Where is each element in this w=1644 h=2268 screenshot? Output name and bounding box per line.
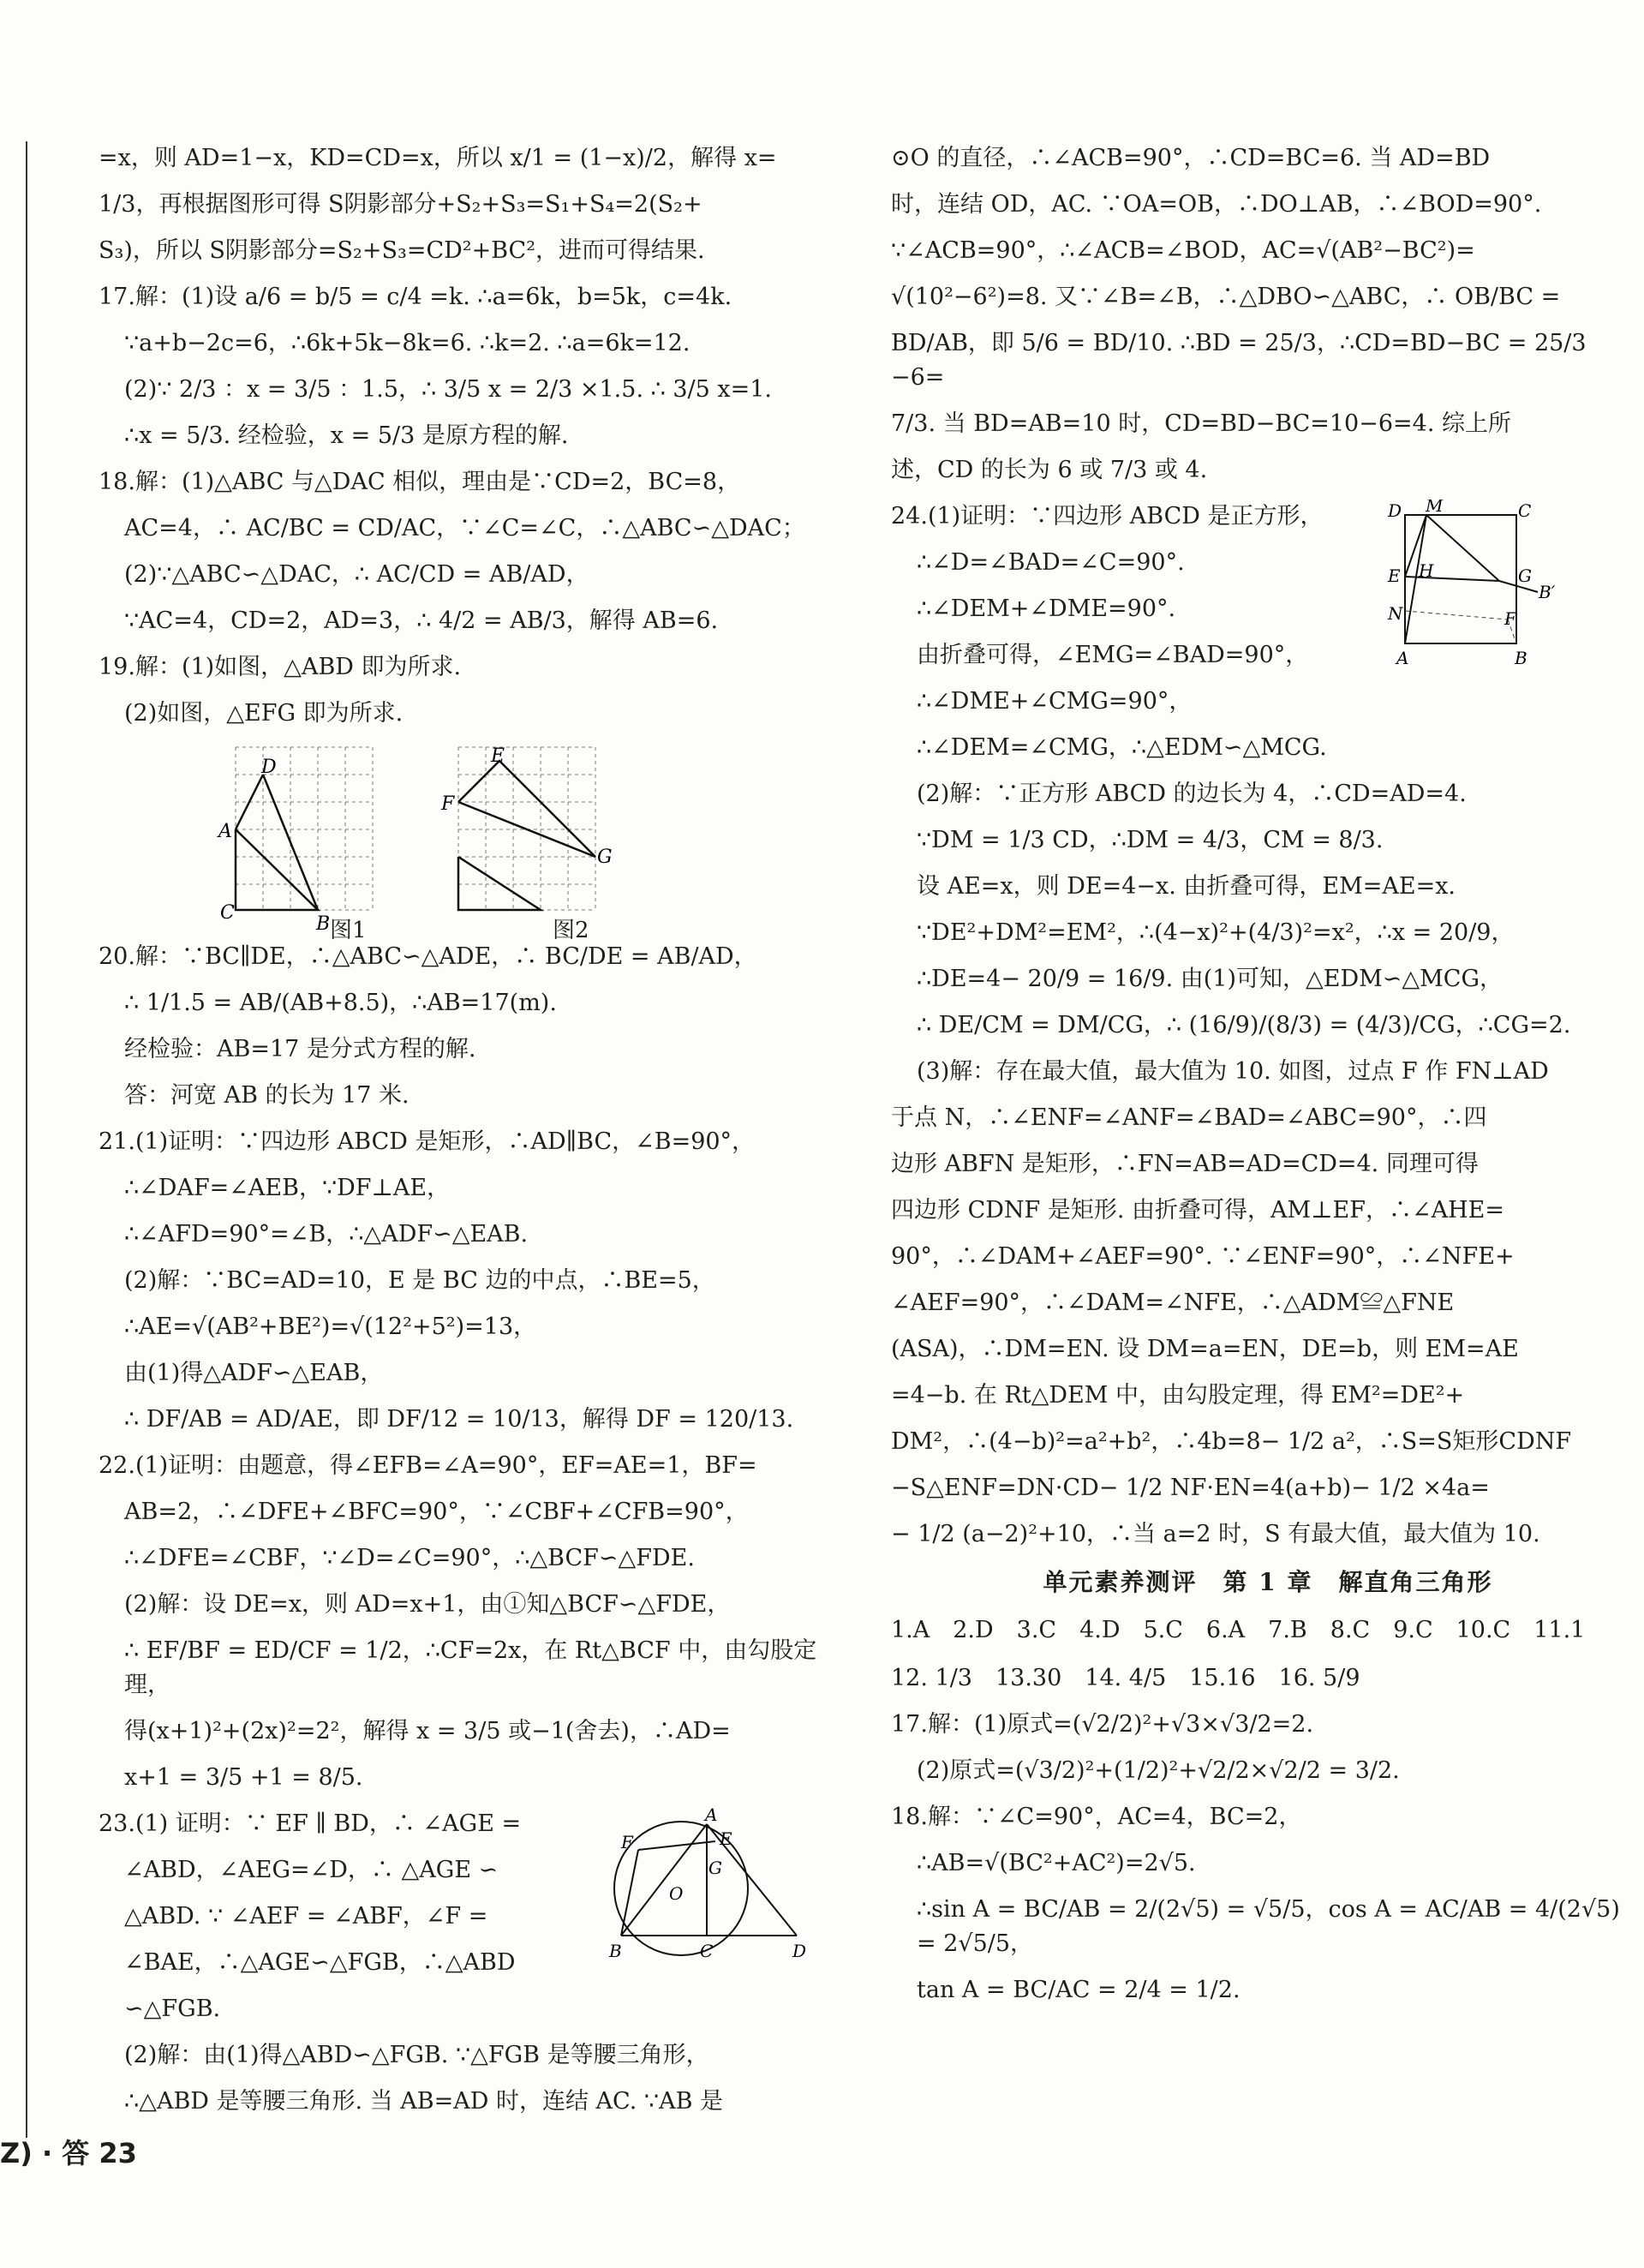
- text-line: √(10²−6²)=8. 又∵∠B=∠B，∴△DBO∽△ABC，∴ OB/BC =: [891, 284, 1561, 310]
- label-a3: A: [1396, 648, 1409, 668]
- label-e3: E: [1388, 566, 1401, 586]
- q20-line: 20.解：∵BC∥DE，∴△ABC∽△ADE，∴ BC/DE = AB/AD，: [99, 943, 757, 970]
- label-c: C: [220, 902, 235, 924]
- label-g2: G: [708, 1858, 722, 1878]
- left-margin-rule: [26, 141, 27, 2138]
- q24-block: [891, 500, 1644, 765]
- q21-line: 21.(1)证明：∵四边形 ABCD 是矩形，∴AD∥BC，∠B=90°，: [99, 1128, 756, 1155]
- label-b3: B: [1515, 648, 1527, 668]
- label-b3p: B′: [1539, 582, 1556, 602]
- label-m3: M: [1426, 500, 1444, 516]
- text-line: ∴∠DAF=∠AEB，∵DF⊥AE，: [124, 1175, 451, 1201]
- text-line: ∠AEF=90°，∴∠DAM=∠NFE，∴△ADM≌△FNE: [891, 1290, 1455, 1316]
- text-line: ∴ DF/AB = AD/AE，即 DF/12 = 10/13，解得 DF = 120/13.: [124, 1406, 794, 1433]
- text-line: ∴sin A = BC/AB = 2/(2√5) = √5/5，cos A = AC/AB = 4/(2√5) = 2√5/5，: [917, 1896, 1620, 1957]
- text-line: AB=2，∴∠DFE+∠BFC=90°，∵∠CBF+∠CFB=90°，: [124, 1499, 749, 1525]
- text-line: ∴∠DME+∠CMG=90°，: [917, 688, 1193, 715]
- label-e2: E: [720, 1828, 732, 1849]
- label-g: G: [597, 847, 613, 868]
- text-line: 得(x+1)²+(2x)²=2²，解得 x = 3/5 或−1(舍去)，∴AD=: [124, 1718, 731, 1744]
- text-line: S₃)，所以 S阴影部分=S₂+S₃=CD²+BC²，进而可得结果.: [99, 237, 705, 264]
- label-e: E: [491, 745, 505, 767]
- q18b-line: 18.解：∵∠C=90°，AC=4，BC=2，: [891, 1804, 1302, 1830]
- text-line: BD/AB，即 5/6 = BD/10. ∴BD = 25/3，∴CD=BD−BC = 25/3 −6=: [891, 330, 1587, 391]
- label-g3: G: [1518, 566, 1532, 586]
- label-c2: C: [700, 1941, 714, 1961]
- text-line: 1/3，再根据图形可得 S阴影部分+S₂+S₃=S₁+S₄=2(S₂+: [99, 191, 702, 218]
- grid-figures-svg: [201, 743, 647, 940]
- q23-line: 23.(1) 证明：∵ EF ∥ BD，∴ ∠AGE =: [99, 1810, 522, 1837]
- q23-block: [99, 1807, 852, 2026]
- text-line: 时，连结 OD，AC. ∵OA=OB，∴DO⊥AB，∴∠BOD=90°.: [891, 191, 1542, 218]
- text-line: ∵DE²+DM²=EM²，∴(4−x)²+(4/3)²=x²，∴x = 20/9，: [917, 919, 1515, 946]
- label-d2: D: [792, 1941, 807, 1961]
- text-line: (2)解：∵BC=AD=10，E 是 BC 边的中点，∴BE=5，: [124, 1267, 715, 1294]
- text-line: (2)原式=(√3/2)²+(1/2)²+√2/2×√2/2 = 3/2.: [917, 1757, 1400, 1784]
- text-line: ∴ 1/1.5 = AB/(AB+8.5)，∴AB=17(m).: [124, 990, 557, 1016]
- text-line: (2)∵ 2/3 ：x = 3/5 ：1.5，∴ 3/5 x = 2/3 ×1.5. ∴ 3/5 x=1.: [124, 376, 773, 403]
- text-line: 设 AE=x，则 DE=4−x. 由折叠可得，EM=AE=x.: [917, 873, 1456, 900]
- q19-line: 19.解：(1)如图，△ABD 即为所求.: [99, 654, 462, 680]
- label-a: A: [218, 821, 232, 842]
- text-line: ∠ABD，∠AEG=∠D，∴ △AGE ∽: [124, 1857, 499, 1883]
- label-n3: N: [1388, 603, 1403, 624]
- text-line: ∴△ABD 是等腰三角形. 当 AB=AD 时，连结 AC. ∵AB 是: [124, 2088, 723, 2115]
- text-line: −S△ENF=DN·CD− 1/2 NF·EN=4(a+b)− 1/2 ×4a=: [891, 1475, 1490, 1501]
- text-line: ∴ DE/CM = DM/CG，∴ (16/9)/(8/3) = (4/3)/CG，∴CG=2.: [917, 1012, 1571, 1038]
- text-line: ∴∠AFD=90°=∠B，∴△ADF∽△EAB.: [124, 1221, 529, 1248]
- text-line: AC=4，∴ AC/BC = CD/AC，∵∠C=∠C，∴△ABC∽△DAC；: [124, 515, 805, 542]
- text-line: DM²，∴(4−b)²=a²+b²，∴4b=8− 1/2 a²，∴S=S矩形CDNF: [891, 1428, 1572, 1455]
- q19-figures: [201, 743, 852, 943]
- q17b-line: 17.解：(1)原式=(√2/2)²+√3×√3/2=2.: [891, 1711, 1314, 1738]
- text-line: 于点 N，∴∠ENF=∠ANF=∠BAD=∠ABC=90°，∴四: [891, 1104, 1487, 1131]
- text-line: ∴∠DFE=∠CBF，∵∠D=∠C=90°，∴△BCF∽△FDE.: [124, 1545, 695, 1571]
- text-line: ∵a+b−2c=6，∴6k+5k−8k=6. ∴k=2. ∴a=6k=12.: [124, 330, 690, 356]
- text-line: (2)解：由(1)得△ABD∽△FGB. ∵△FGB 是等腰三角形，: [124, 2042, 709, 2068]
- label-b: B: [316, 913, 331, 935]
- text-line: ∴AE=√(AB²+BE²)=√(12²+5²)=13，: [124, 1314, 537, 1340]
- text-line: 答：河宽 AB 的长为 17 米.: [124, 1082, 410, 1109]
- text-line: △ABD. ∵ ∠AEF = ∠ABF，∠F =: [124, 1903, 488, 1930]
- label-a2: A: [705, 1807, 718, 1825]
- text-line: ∵AC=4，CD=2，AD=3，∴ 4/2 = AB/3，解得 AB=6.: [124, 607, 719, 634]
- text-line: ∵DM = 1/3 CD，∴DM = 4/3，CM = 8/3.: [917, 827, 1384, 853]
- section-title: 单元素养测评 第 1 章 解直角三角形: [1043, 1568, 1493, 1596]
- text-line: ∴AB=√(BC²+AC²)=2√5.: [917, 1850, 1196, 1876]
- text-line: 边形 ABFN 是矩形，∴FN=AB=AD=CD=4. 同理可得: [891, 1151, 1479, 1177]
- text-line: ∴∠DEM=∠CMG，∴△EDM∽△MCG.: [917, 734, 1327, 761]
- fig2-caption: 图2: [553, 918, 589, 943]
- label-d3: D: [1388, 500, 1402, 521]
- text-line: 90°，∴∠DAM+∠AEF=90°. ∵∠ENF=90°，∴∠NFE+: [891, 1243, 1515, 1270]
- label-c3: C: [1518, 500, 1532, 521]
- label-d: D: [261, 757, 277, 778]
- q18-line: 18.解：(1)△ABC 与△DAC 相似，理由是∵CD=2，BC=8，: [99, 469, 741, 495]
- text-line: (2)如图，△EFG 即为所求.: [124, 700, 404, 727]
- text-line: ∵∠ACB=90°，∴∠ACB=∠BOD，AC=√(AB²−BC²)=: [891, 237, 1475, 264]
- text-line: (ASA)，∴DM=EN. 设 DM=a=EN，DE=b，则 EM=AE: [891, 1336, 1519, 1362]
- answers-row: 1.A 2.D 3.C 4.D 5.C 6.A 7.B 8.C 9.C 10.C 11.1: [891, 1617, 1586, 1643]
- text-line: ∴DE=4− 20/9 = 16/9. 由(1)可知，△EDM∽△MCG，: [917, 966, 1504, 992]
- text-line: (3)解：存在最大值，最大值为 10. 如图，过点 F 作 FN⊥AD: [917, 1058, 1549, 1085]
- label-f2: F: [621, 1832, 633, 1852]
- text-line: ∴ EF/BF = ED/CF = 1/2，∴CF=2x，在 Rt△BCF 中，由勾股定理，: [124, 1637, 817, 1698]
- text-line: ∴x = 5/3. 经检验，x = 5/3 是原方程的解.: [124, 422, 569, 449]
- text-line: ∴∠D=∠BAD=∠C=90°.: [917, 549, 1185, 576]
- answers-row: 12. 1/3 13.30 14. 4/5 15.16 16. 5/9: [891, 1665, 1360, 1691]
- text-line: 经检验：AB=17 是分式方程的解.: [124, 1036, 476, 1062]
- page-footer: Z) · 答 23: [0, 2137, 137, 2169]
- label-b2: B: [609, 1941, 622, 1961]
- text-line: 四边形 CDNF 是矩形. 由折叠可得，AM⊥EF，∴∠AHE=: [891, 1197, 1504, 1224]
- text-line: (2)解：设 DE=x，则 AD=x+1，由①知△BCF∽△FDE，: [124, 1591, 731, 1618]
- text-line: 述，CD 的长为 6 或 7/3 或 4.: [891, 457, 1208, 483]
- q24-line: 24.(1)证明：∵四边形 ABCD 是正方形，: [891, 503, 1324, 530]
- text-line: ∽△FGB.: [124, 1996, 221, 2022]
- text-line: (2)解：∵正方形 ABCD 的边长为 4，∴CD=AD=4.: [917, 781, 1467, 807]
- text-line: 由(1)得△ADF∽△EAB，: [124, 1360, 384, 1386]
- text-line: 7/3. 当 BD=AB=10 时，CD=BD−BC=10−6=4. 综上所: [891, 410, 1512, 437]
- label-h3: H: [1419, 560, 1434, 581]
- fig1-caption: 图1: [330, 918, 367, 943]
- square-figure-svg: [1371, 500, 1568, 679]
- q17-line: 17.解：(1)设 a/6 = b/5 = c/4 =k. ∴a=6k，b=5k，c=4k.: [99, 284, 732, 310]
- text-line: ∴∠DEM+∠DME=90°.: [917, 595, 1176, 622]
- left-column: [99, 141, 852, 2131]
- text-line: x+1 = 3/5 +1 = 8/5.: [124, 1764, 363, 1791]
- text-line: tan A = BC/AC = 2/4 = 1/2.: [917, 1977, 1240, 2003]
- text-line: 由折叠可得，∠EMG=∠BAD=90°，: [917, 642, 1309, 668]
- right-column: [891, 141, 1644, 2020]
- label-f3: F: [1504, 608, 1516, 629]
- circle-figure-svg: [587, 1807, 810, 1978]
- label-f: F: [441, 793, 455, 815]
- text-line: =4−b. 在 Rt△DEM 中，由勾股定理，得 EM²=DE²+: [891, 1382, 1465, 1409]
- q22-line: 22.(1)证明：由题意，得∠EFB=∠A=90°，EF=AE=1，BF=: [99, 1452, 757, 1479]
- text-line: ⊙O 的直径，∴∠ACB=90°，∴CD=BC=6. 当 AD=BD: [891, 145, 1491, 171]
- text-line: =x，则 AD=1−x，KD=CD=x，所以 x/1 = (1−x)/2，解得 x=: [99, 145, 777, 171]
- text-line: (2)∵△ABC∽△DAC，∴ AC/CD = AB/AD，: [124, 561, 589, 588]
- label-o2: O: [669, 1883, 684, 1904]
- text-line: ∠BAE，∴△AGE∽△FGB，∴△ABD: [124, 1949, 516, 1976]
- text-line: − 1/2 (a−2)²+10，∴当 a=2 时，S 有最大值，最大值为 10.: [891, 1521, 1540, 1547]
